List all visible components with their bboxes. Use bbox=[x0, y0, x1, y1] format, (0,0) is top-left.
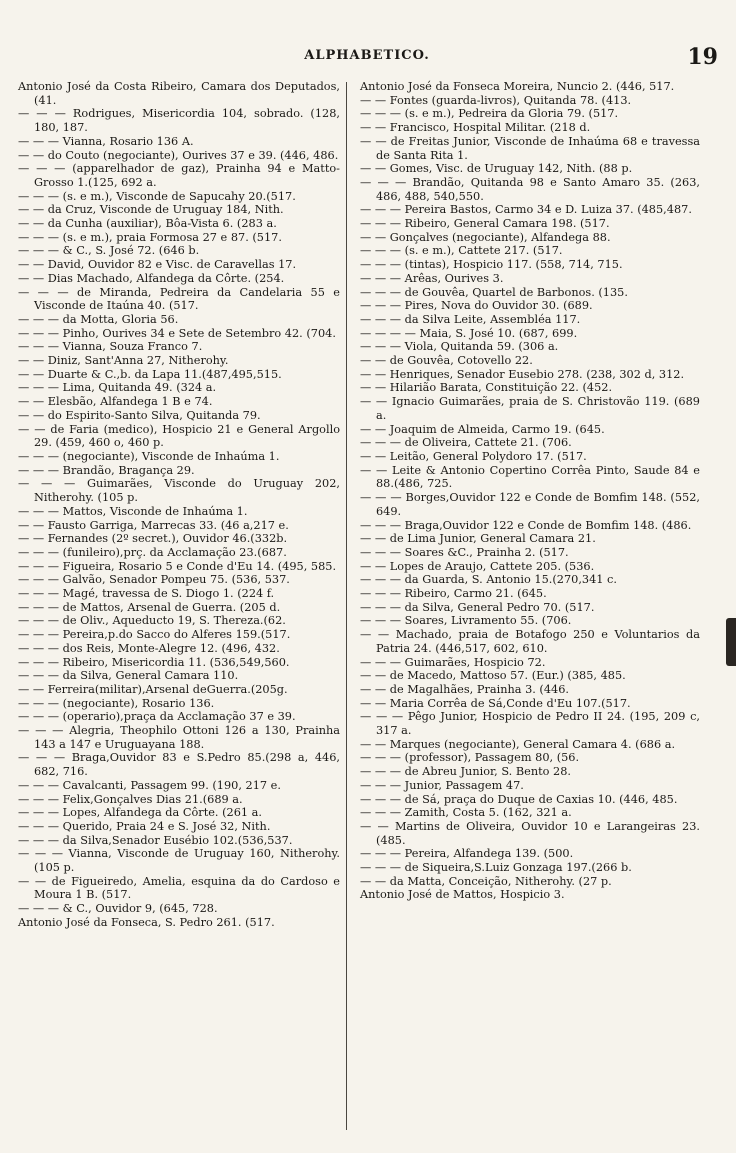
directory-entry: — — Leite & Antonio Copertino Corrêa Pinto, Saude 84 e 88.(486, 725. bbox=[360, 463, 700, 491]
directory-entry: — — — de Miranda, Pedreira da Candelaria 55 e Visconde de Itaúna 40. (517. bbox=[18, 285, 340, 313]
directory-entry: — — — Vianna, Souza Franco 7. bbox=[18, 340, 203, 354]
directory-entry: — — Maria Corrêa de Sá,Conde d'Eu 107.(517. bbox=[360, 696, 631, 710]
directory-entry: — — Machado, praia de Botafogo 250 e Voluntarios da Patria 24. (446,517, 602, 610. bbox=[360, 628, 700, 655]
directory-entry: — — Francisco, Hospital Militar. (218 d. bbox=[360, 121, 591, 135]
column-divider bbox=[346, 82, 347, 1130]
directory-entry: — — — Guimarães, Visconde do Uruguay 202, Nitherohy. (105 p. bbox=[18, 477, 340, 505]
directory-entry: — — — Braga,Ouvidor 122 e Conde de Bomfim 148. (486. bbox=[360, 518, 692, 532]
directory-entry: — — do Espirito-Santo Silva, Quitanda 79. bbox=[18, 408, 261, 422]
directory-entry: — — de Freitas Junior, Visconde de Inhaúma 68 e travessa de Santa Rita 1. bbox=[360, 134, 700, 162]
directory-entry: — — — de Oliv., Aqueducto 19, S. Thereza.(62. bbox=[18, 614, 286, 628]
directory-entry: — — Ignacio Guimarães, praia de S. Christovão 119. (689 a. bbox=[360, 395, 700, 422]
page-header bbox=[16, 44, 718, 74]
directory-entry: — — — Vianna, Rosario 136 A. bbox=[18, 134, 194, 148]
directory-entry: — — — da Guarda, S. Antonio 15.(270,341 c. bbox=[360, 573, 617, 587]
directory-entry: — — — & C., S. José 72. (646 b. bbox=[18, 244, 200, 258]
directory-entry: — — — da Silva Leite, Assembléa 117. bbox=[360, 312, 581, 326]
directory-entry: — — — (negociante), Visconde de Inhaúma 1. bbox=[18, 449, 280, 463]
directory-entry: — — de Lima Junior, General Camara 21. bbox=[360, 532, 596, 546]
directory-entry: — — Dias Machado, Alfandega da Côrte. (254. bbox=[18, 271, 285, 285]
directory-entry: — — — Cavalcanti, Passagem 99. (190, 217 e. bbox=[18, 778, 281, 792]
directory-entry: — — — (professor), Passagem 80, (56. bbox=[360, 751, 580, 765]
directory-entry: — — Hilarião Barata, Constituição 22. (452. bbox=[360, 381, 613, 395]
directory-entry: — — — Ribeiro, Misericordia 11. (536,549,560. bbox=[18, 655, 290, 669]
directory-entry: — — — Zamith, Costa 5. (162, 321 a. bbox=[360, 806, 572, 820]
directory-entry: — — — Magé, travessa de S. Diogo 1. (224 f. bbox=[18, 587, 275, 601]
directory-entry: — — Leitão, General Polydoro 17. (517. bbox=[360, 449, 587, 463]
directory-entry: — — — dos Reis, Monte-Alegre 12. (496, 432. bbox=[18, 641, 280, 655]
running-title: ALPHABETICO. bbox=[304, 48, 430, 63]
directory-entry: — — Henriques, Senador Eusebio 278. (238, 302 d, 312. bbox=[360, 367, 685, 381]
directory-entry: — — — (s. e m.), praia Formosa 27 e 87. (517. bbox=[18, 230, 282, 244]
directory-entry: — — — Pereira,p.do Sacco do Alferes 159.(517. bbox=[18, 628, 291, 642]
directory-entry: Antonio José da Costa Ribeiro, Camara dos Deputados, (41. bbox=[18, 80, 340, 107]
directory-entry: — — — — Maia, S. José 10. (687, 699. bbox=[360, 326, 578, 340]
directory-entry: — — — Mattos, Visconde de Inhaúma 1. bbox=[18, 504, 248, 518]
directory-entry: — — da Matta, Conceição, Nitherohy. (27 p. bbox=[360, 874, 612, 888]
directory-entry: — — — Viola, Quitanda 59. (306 a. bbox=[360, 340, 559, 354]
directory-entry: — — — Pêgo Junior, Hospicio de Pedro II 24. (195, 209 c, 317 a. bbox=[360, 710, 700, 738]
left-column bbox=[18, 80, 340, 930]
right-column bbox=[360, 80, 700, 902]
directory-entry: — — de Faria (medico), Hospicio 21 e General Argollo 29. (459, 460 o, 460 p. bbox=[18, 422, 340, 450]
directory-entry: — — — Brandão, Bragança 29. bbox=[18, 463, 195, 477]
directory-entry: — — — Arêas, Ourives 3. bbox=[360, 271, 504, 285]
directory-entry: — — Joaquim de Almeida, Carmo 19. (645. bbox=[360, 422, 605, 436]
directory-entry: — — — de Oliveira, Cattete 21. (706. bbox=[360, 436, 572, 450]
directory-entry: — — — da Silva,Senador Eusébio 102.(536,537. bbox=[18, 833, 293, 847]
directory-entry: — — — Querido, Praia 24 e S. José 32, Nith. bbox=[18, 819, 271, 833]
directory-entry: — — de Figueiredo, Amelia, esquina da do Cardoso e Moura 1 B. (517. bbox=[18, 874, 340, 902]
directory-entry: — — — de Siqueira,S.Luiz Gonzaga 197.(266 b. bbox=[360, 861, 632, 875]
directory-entry: — — — Ribeiro, General Camara 198. (517. bbox=[360, 217, 610, 231]
directory-entry: — — — de Sá, praça do Duque de Caxias 10. (446, 485. bbox=[360, 792, 678, 806]
directory-entry: — — — (tintas), Hospicio 117. (558, 714, 715. bbox=[360, 258, 623, 272]
directory-entry: — — da Cruz, Visconde de Uruguay 184, Nith. bbox=[18, 203, 284, 217]
directory-entry: — — de Macedo, Mattoso 57. (Eur.) (385, 485. bbox=[360, 669, 626, 683]
directory-entry: — — — da Silva, General Camara 110. bbox=[18, 669, 239, 683]
directory-entry: — — do Couto (negociante), Ourives 37 e 39. (446, 486. bbox=[18, 148, 339, 162]
page-edge-mark bbox=[726, 618, 736, 666]
directory-entry: — — Gomes, Visc. de Uruguay 142, Nith. (88 p. bbox=[360, 162, 633, 176]
directory-entry: — — — Alegria, Theophilo Ottoni 126 a 130, Prainha 143 a 147 e Uruguayana 188. bbox=[18, 724, 340, 751]
directory-entry: — — — Guimarães, Hospicio 72. bbox=[360, 655, 546, 669]
directory-entry: Antonio José da Fonseca Moreira, Nuncio 2. (446, 517. bbox=[360, 80, 675, 93]
directory-entry: — — — Vianna, Visconde de Uruguay 160, Nitherohy. (105 p. bbox=[18, 847, 340, 875]
directory-entry: — — Diniz, Sant'Anna 27, Nitherohy. bbox=[18, 354, 229, 368]
directory-entry: — — Gonçalves (negociante), Alfandega 88. bbox=[360, 230, 611, 244]
directory-entry: — — — Borges,Ouvidor 122 e Conde de Bomfim 148. (552, 649. bbox=[360, 491, 700, 518]
directory-entry: — — — da Silva, General Pedro 70. (517. bbox=[360, 600, 595, 614]
directory-entry: — — — (operario),praça da Acclamação 37 e 39. bbox=[18, 710, 296, 724]
directory-entry: — — Duarte & C.,b. da Lapa 11.(487,495,515. bbox=[18, 367, 282, 381]
directory-entry: — — Marques (negociante), General Camara 4. (686 a. bbox=[360, 737, 676, 751]
directory-entry: — — — (funileiro),prç. da Acclamação 23.(687. bbox=[18, 545, 287, 559]
directory-entry: — — — Lima, Quitanda 49. (324 a. bbox=[18, 381, 217, 395]
directory-entry: — — Martins de Oliveira, Ouvidor 10 e Larangeiras 23. (485. bbox=[360, 819, 700, 847]
directory-entry: — — — Rodrigues, Misericordia 104, sobrado. (128, 180, 187. bbox=[18, 107, 340, 135]
directory-entry: — — — de Abreu Junior, S. Bento 28. bbox=[360, 765, 572, 779]
directory-entry: — — — Figueira, Rosario 5 e Conde d'Eu 14. (495, 585. bbox=[18, 559, 337, 573]
directory-entry: — — de Gouvêa, Cotovello 22. bbox=[360, 354, 533, 368]
directory-entry: — — — Braga,Ouvidor 83 e S.Pedro 85.(298 a, 446, 682, 716. bbox=[18, 751, 340, 779]
directory-entry: — — — Pinho, Ourives 34 e Sete de Setembro 42. (704. bbox=[18, 326, 336, 340]
directory-entry: — — — (s. e m.), Pedreira da Gloria 79. (517. bbox=[360, 107, 619, 121]
directory-entry: — — — Ribeiro, Carmo 21. (645. bbox=[360, 587, 547, 601]
directory-entry: — — — (negociante), Rosario 136. bbox=[18, 696, 215, 710]
directory-entry: — — — Junior, Passagem 47. bbox=[360, 778, 524, 792]
directory-entry: — — — Pereira Bastos, Carmo 34 e D. Luiza 37. (485,487. bbox=[360, 203, 692, 217]
directory-entry: — — — Soares, Livramento 55. (706. bbox=[360, 614, 572, 628]
directory-entry: — — Ferreira(militar),Arsenal deGuerra.(205g. bbox=[18, 682, 288, 696]
directory-entry: — — Fontes (guarda-livros), Quitanda 78. (413. bbox=[360, 93, 632, 107]
directory-entry: — — — (apparelhador de gaz), Prainha 94 e Matto-Grosso 1.(125, 692 a. bbox=[18, 162, 340, 189]
directory-entry: — — — Galvão, Senador Pompeu 75. (536, 537. bbox=[18, 573, 290, 587]
directory-entry: Antonio José da Fonseca, S. Pedro 261. (517. bbox=[18, 915, 275, 929]
page-number: 19 bbox=[687, 44, 718, 70]
directory-entry: — — — Soares &C., Prainha 2. (517. bbox=[360, 545, 569, 559]
directory-entry: — — da Cunha (auxiliar), Bôa-Vista 6. (283 a. bbox=[18, 217, 277, 231]
directory-entry: — — David, Ouvidor 82 e Visc. de Caravellas 17. bbox=[18, 258, 297, 272]
directory-entry: — — Fausto Garriga, Marrecas 33. (46 a,217 e. bbox=[18, 518, 289, 532]
directory-entry: — — — Pereira, Alfandega 139. (500. bbox=[360, 847, 574, 861]
directory-entry: — — — da Motta, Gloria 56. bbox=[18, 312, 179, 326]
directory-entry: — — Fernandes (2º secret.), Ouvidor 46.(332b. bbox=[18, 532, 288, 546]
directory-entry: — — Elesbão, Alfandega 1 B e 74. bbox=[18, 395, 213, 409]
directory-entry: Antonio José de Mattos, Hospicio 3. bbox=[360, 888, 565, 902]
directory-entry: — — — Felix,Gonçalves Dias 21.(689 a. bbox=[18, 792, 243, 806]
directory-entry: — — — Lopes, Alfandega da Côrte. (261 a. bbox=[18, 806, 262, 820]
directory-entry: — — — (s. e m.), Cattete 217. (517. bbox=[360, 244, 563, 258]
directory-entry: — — de Magalhães, Prainha 3. (446. bbox=[360, 682, 569, 696]
directory-entry: — — — Pires, Nova do Ouvidor 30. (689. bbox=[360, 299, 593, 313]
directory-entry: — — — & C., Ouvidor 9, (645, 728. bbox=[18, 902, 218, 916]
directory-entry: — — — de Mattos, Arsenal de Guerra. (205 d. bbox=[18, 600, 281, 614]
directory-entry: — — — de Gouvêa, Quartel de Barbonos. (135. bbox=[360, 285, 628, 299]
directory-entry: — — — (s. e m.), Visconde de Sapucahy 20.(517. bbox=[18, 189, 296, 203]
directory-entry: — — — Brandão, Quitanda 98 e Santo Amaro 35. (263, 486, 488, 540,550. bbox=[360, 175, 700, 203]
directory-entry: — — Lopes de Araujo, Cattete 205. (536. bbox=[360, 559, 595, 573]
